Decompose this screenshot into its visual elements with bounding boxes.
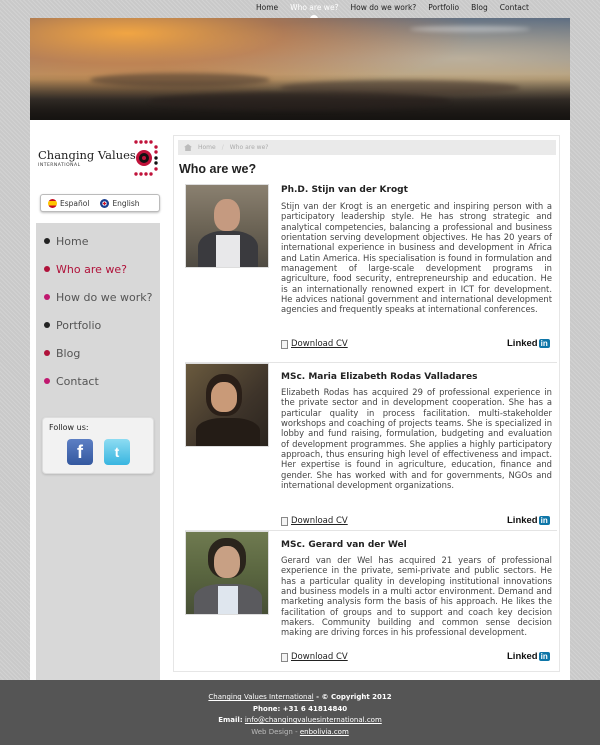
facebook-icon[interactable]: f <box>67 439 93 465</box>
document-icon <box>281 653 288 662</box>
breadcrumb-current: Who are we? <box>229 144 269 151</box>
page-container <box>30 18 570 680</box>
sidebar-item-label: Home <box>56 234 89 248</box>
bullet-icon <box>44 238 50 244</box>
footer <box>0 680 600 745</box>
sidebar-item-label: Who are we? <box>56 262 127 276</box>
topnav-home[interactable]: Home <box>256 3 279 12</box>
bullet-icon <box>44 378 50 384</box>
sidebar-item-who-are-we[interactable] <box>36 255 160 283</box>
download-cv-link[interactable] <box>281 339 348 349</box>
sidebar-menu-panel <box>36 223 160 681</box>
language-espanol[interactable] <box>48 199 89 208</box>
follow-us-box <box>42 417 154 474</box>
linkedin-icon[interactable] <box>507 651 550 662</box>
team-member-bio: Elizabeth Rodas has acquired 29 of professional experience in the private sector and in development cooperation. She has a particular quality in process facilitation. multi-stakeholder workshops and coaching of projects teams. She is specialized in lobby and fund raising, formulation, budgeting and evaluation of development programmes. She applies a highly participatory approach, thus ensuring high level of effectiveness and impact. Her expertise is found in agriculture, education, finance and gender. She has worked with and for governments, NGOs and international development organizations. <box>281 387 552 491</box>
language-label-english: English <box>112 198 140 208</box>
footer-design-line <box>0 727 600 739</box>
header-banner-image <box>30 18 570 120</box>
footer-email-label: Email: <box>218 716 243 724</box>
download-cv-link[interactable] <box>281 516 348 526</box>
download-cv-label: Download CV <box>291 516 348 526</box>
footer-phone-line <box>0 704 600 716</box>
breadcrumb <box>178 140 556 155</box>
footer-phone-label: Phone: <box>252 704 281 713</box>
bullet-icon <box>44 266 50 272</box>
footer-copyright: - © Copyright 2012 <box>313 693 392 701</box>
sidebar-item-label: Portfolio <box>56 318 102 332</box>
sidebar-item-portfolio[interactable] <box>36 311 160 339</box>
page-title: Who are we? <box>179 162 257 176</box>
team-member-card <box>185 184 557 354</box>
team-member-bio: Gerard van der Wel has acquired 21 years of professional experience in the private, semi-private and public sectors. He has a particular quality in developing institutional innovations and business models in a multi actor environment. Demand and marketing analysis form the basis of his approach. He likes the facilitation of groups and to support and coach key decision makers. Community building and common sense decision making are driving forces in his professional development. <box>281 555 552 638</box>
footer-email-line <box>0 715 600 727</box>
sidebar-item-how-do-we-work[interactable] <box>36 283 160 311</box>
team-member-photo <box>185 531 269 615</box>
breadcrumb-separator-icon: / <box>221 144 224 151</box>
sidebar-item-home[interactable] <box>36 227 160 255</box>
topnav-blog[interactable]: Blog <box>471 3 488 12</box>
footer-design-link[interactable]: enbolivia.com <box>299 727 349 736</box>
linkedin-text: Linked <box>507 338 538 349</box>
linkedin-icon[interactable] <box>507 338 550 349</box>
footer-email-link[interactable]: info@changingvaluesinternational.com <box>244 716 382 724</box>
document-icon <box>281 517 288 526</box>
team-member-name: Ph.D. Stijn van der Krogt <box>281 185 408 195</box>
home-icon[interactable] <box>184 144 192 151</box>
team-member-bio: Stijn van der Krogt is an energetic and inspiring person with a participatory leadership style. He has strong strategic and analytical competencies, balancing a professional and business orientation serving development objectives. He has 20 years of international experience in business and development in Africa and Latin America. His specialisation is found in formulation and management of large-scale development programs in agriculture, food security, entrepreneurship and education. He is an internationally renowned expert in ICT for development. He advices national government and international development agencies and frequently speaks at international conferences. <box>281 201 552 315</box>
logo-title: Changing Values <box>38 148 136 162</box>
spain-flag-icon <box>48 199 57 208</box>
sidebar <box>30 120 160 680</box>
sidebar-item-blog[interactable] <box>36 339 160 367</box>
sidebar-item-contact[interactable] <box>36 367 160 395</box>
linkedin-text: Linked <box>507 515 538 526</box>
logo-mark-icon <box>130 138 160 178</box>
download-cv-link[interactable] <box>281 652 348 662</box>
logo-subtitle: INTERNATIONAL <box>38 163 81 168</box>
download-cv-label: Download CV <box>291 339 348 349</box>
linkedin-badge: in <box>540 339 548 348</box>
main-content <box>173 135 560 672</box>
follow-us-title: Follow us: <box>49 423 89 432</box>
sidebar-item-label: How do we work? <box>56 290 153 304</box>
team-member-card <box>185 362 557 527</box>
footer-company-link[interactable]: Changing Values International <box>208 693 314 701</box>
topnav-portfolio[interactable]: Portfolio <box>428 3 460 12</box>
download-cv-label: Download CV <box>291 652 348 662</box>
language-english[interactable] <box>100 199 139 208</box>
team-member-name: MSc. Maria Elizabeth Rodas Valladares <box>281 372 478 382</box>
topnav-who-are-we[interactable]: Who are we? <box>284 0 344 16</box>
team-member-photo <box>185 184 269 268</box>
bullet-icon <box>44 350 50 356</box>
bullet-icon <box>44 322 50 328</box>
footer-design-label: Web Design - <box>251 727 300 736</box>
language-switcher <box>40 194 160 212</box>
sidebar-item-label: Contact <box>56 374 99 388</box>
site-logo[interactable] <box>38 138 162 180</box>
linkedin-badge: in <box>540 652 548 661</box>
uk-flag-icon <box>100 199 109 208</box>
team-member-name: MSc. Gerard van der Wel <box>281 540 407 550</box>
sidebar-item-label: Blog <box>56 346 81 360</box>
linkedin-badge: in <box>540 516 548 525</box>
footer-phone: +31 6 41814840 <box>280 704 348 713</box>
bullet-icon <box>44 294 50 300</box>
linkedin-text: Linked <box>507 651 538 662</box>
twitter-icon[interactable]: t <box>104 439 130 465</box>
language-label-espanol: Español <box>60 198 90 208</box>
topnav-how-do-we-work[interactable]: How do we work? <box>350 3 417 12</box>
team-member-card <box>185 530 557 670</box>
footer-copyright-line <box>0 692 600 704</box>
breadcrumb-home[interactable]: Home <box>198 144 216 151</box>
topnav-contact[interactable]: Contact <box>499 3 529 12</box>
top-navigation <box>250 0 535 16</box>
linkedin-icon[interactable] <box>507 515 550 526</box>
sidebar-menu <box>36 223 160 395</box>
team-member-photo <box>185 363 269 447</box>
document-icon <box>281 340 288 349</box>
